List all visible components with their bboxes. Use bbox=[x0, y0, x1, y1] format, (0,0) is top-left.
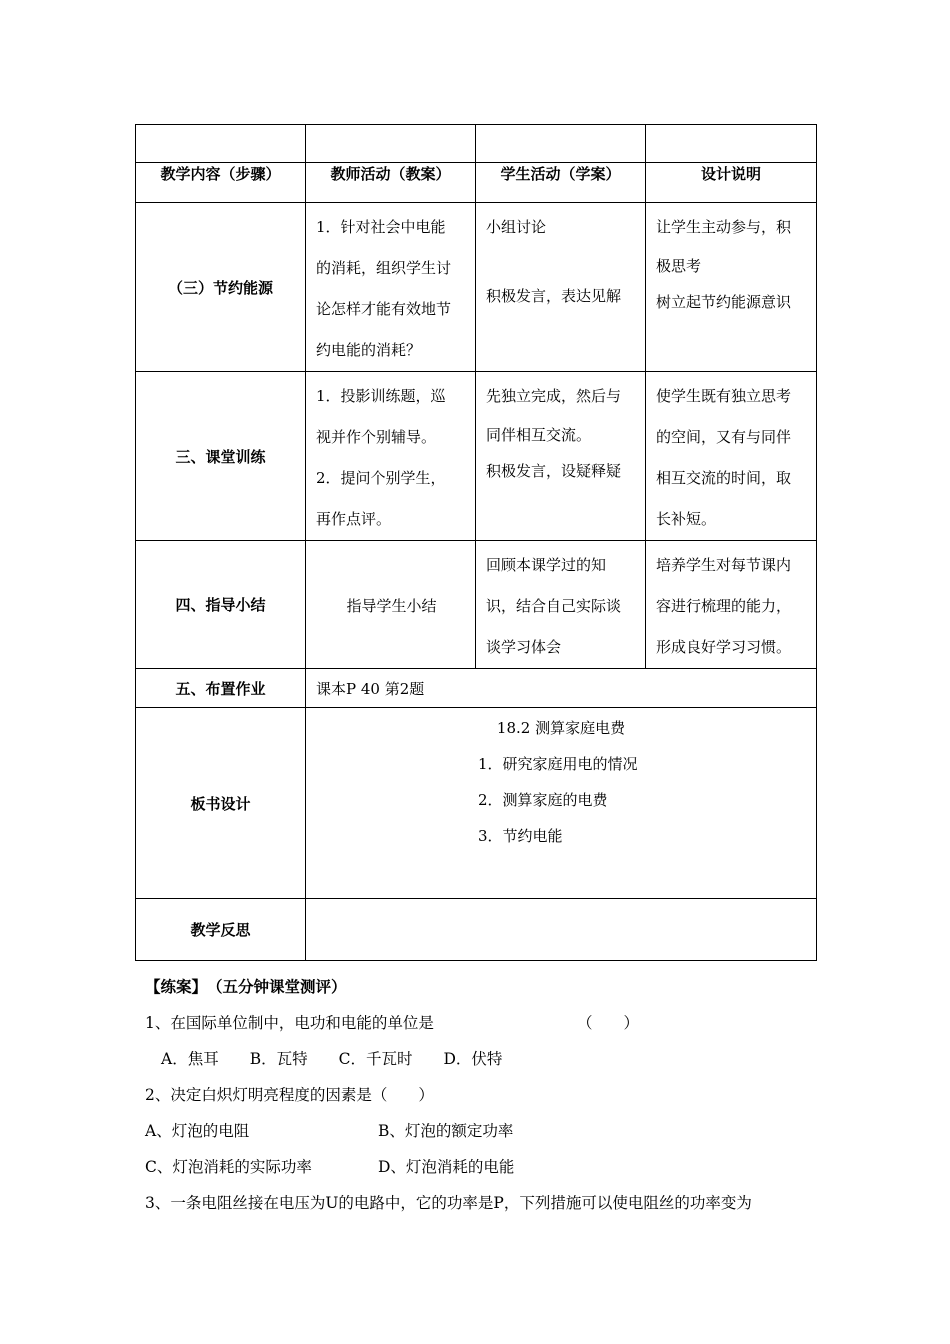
step-cell: 四、指导小结 bbox=[136, 541, 306, 669]
design-cell: 让学生主动参与，积 极思考 树立起节约能源意识 bbox=[646, 203, 817, 372]
question-2-option-b: B、灯泡的额定功率 bbox=[378, 1122, 514, 1140]
board-item: 2．测算家庭的电费 bbox=[478, 791, 608, 809]
table-row bbox=[136, 203, 817, 372]
step-cell: （三）节约能源 bbox=[136, 203, 306, 372]
question-1: 1、在国际单位制中，电功和电能的单位是 bbox=[145, 1014, 434, 1032]
homework-row bbox=[136, 669, 817, 708]
header-student: 学生活动（学案） bbox=[476, 163, 646, 203]
lesson-plan-table bbox=[135, 124, 817, 961]
header-design: 设计说明 bbox=[646, 163, 817, 203]
question-2-option-d: D、灯泡消耗的电能 bbox=[378, 1158, 515, 1176]
question-1-bracket: （ ） bbox=[577, 1014, 640, 1032]
board-item: 3．节约电能 bbox=[478, 827, 563, 845]
table-row bbox=[136, 541, 817, 669]
question-2: 2、决定白炽灯明亮程度的因素是（ ） bbox=[145, 1086, 434, 1104]
blank-top-row bbox=[136, 125, 817, 163]
exercise-heading: 【练案】 （五分钟课堂测评） bbox=[145, 978, 347, 996]
teacher-cell: 1．针对社会中电能 的消耗，组织学生讨 论怎样才能有效地节 约电能的消耗？ bbox=[306, 203, 476, 372]
teacher-cell: 1．投影训练题，巡 视并作个别辅导。 2．提问个别学生， 再作点评。 bbox=[306, 372, 476, 541]
design-cell: 使学生既有独立思考 的空间，又有与同伴 相互交流的时间，取 长补短。 bbox=[646, 372, 817, 541]
board-title: 18.2 测算家庭电费 bbox=[496, 719, 626, 737]
header-teacher: 教师活动（教案） bbox=[306, 163, 476, 203]
question-2-option-a: A、灯泡的电阻 bbox=[145, 1122, 250, 1140]
reflection-label: 教学反思 bbox=[136, 899, 306, 961]
board-content bbox=[306, 708, 817, 899]
question-1-options: A．焦耳 B．瓦特 C．千瓦时 D．伏特 bbox=[161, 1050, 503, 1068]
reflection-content bbox=[306, 899, 817, 961]
teacher-cell: 指导学生小结 bbox=[306, 541, 476, 669]
homework-content: 课本P 40 第2题 bbox=[306, 669, 817, 708]
question-2-option-c: C、灯泡消耗的实际功率 bbox=[145, 1158, 312, 1176]
table-row bbox=[136, 372, 817, 541]
student-cell: 小组讨论 积极发言，表达见解 bbox=[476, 203, 646, 372]
student-cell: 先独立完成，然后与 同伴相互交流。 积极发言，设疑释疑 bbox=[476, 372, 646, 541]
header-row bbox=[136, 163, 817, 203]
design-cell: 培养学生对每节课内 容进行梳理的能力， 形成良好学习习惯。 bbox=[646, 541, 817, 669]
reflection-row bbox=[136, 899, 817, 961]
board-row bbox=[136, 708, 817, 899]
student-cell: 回顾本课学过的知 识，结合自己实际谈 谈学习体会 bbox=[476, 541, 646, 669]
question-3: 3、一条电阻丝接在电压为U的电路中，它的功率是P，下列措施可以使电阻丝的功率变为 bbox=[145, 1194, 752, 1212]
header-step: 教学内容（步骤） bbox=[136, 163, 306, 203]
homework-label: 五、布置作业 bbox=[136, 669, 306, 708]
step-cell: 三、课堂训练 bbox=[136, 372, 306, 541]
board-item: 1．研究家庭用电的情况 bbox=[478, 755, 638, 773]
board-label: 板书设计 bbox=[136, 708, 306, 899]
